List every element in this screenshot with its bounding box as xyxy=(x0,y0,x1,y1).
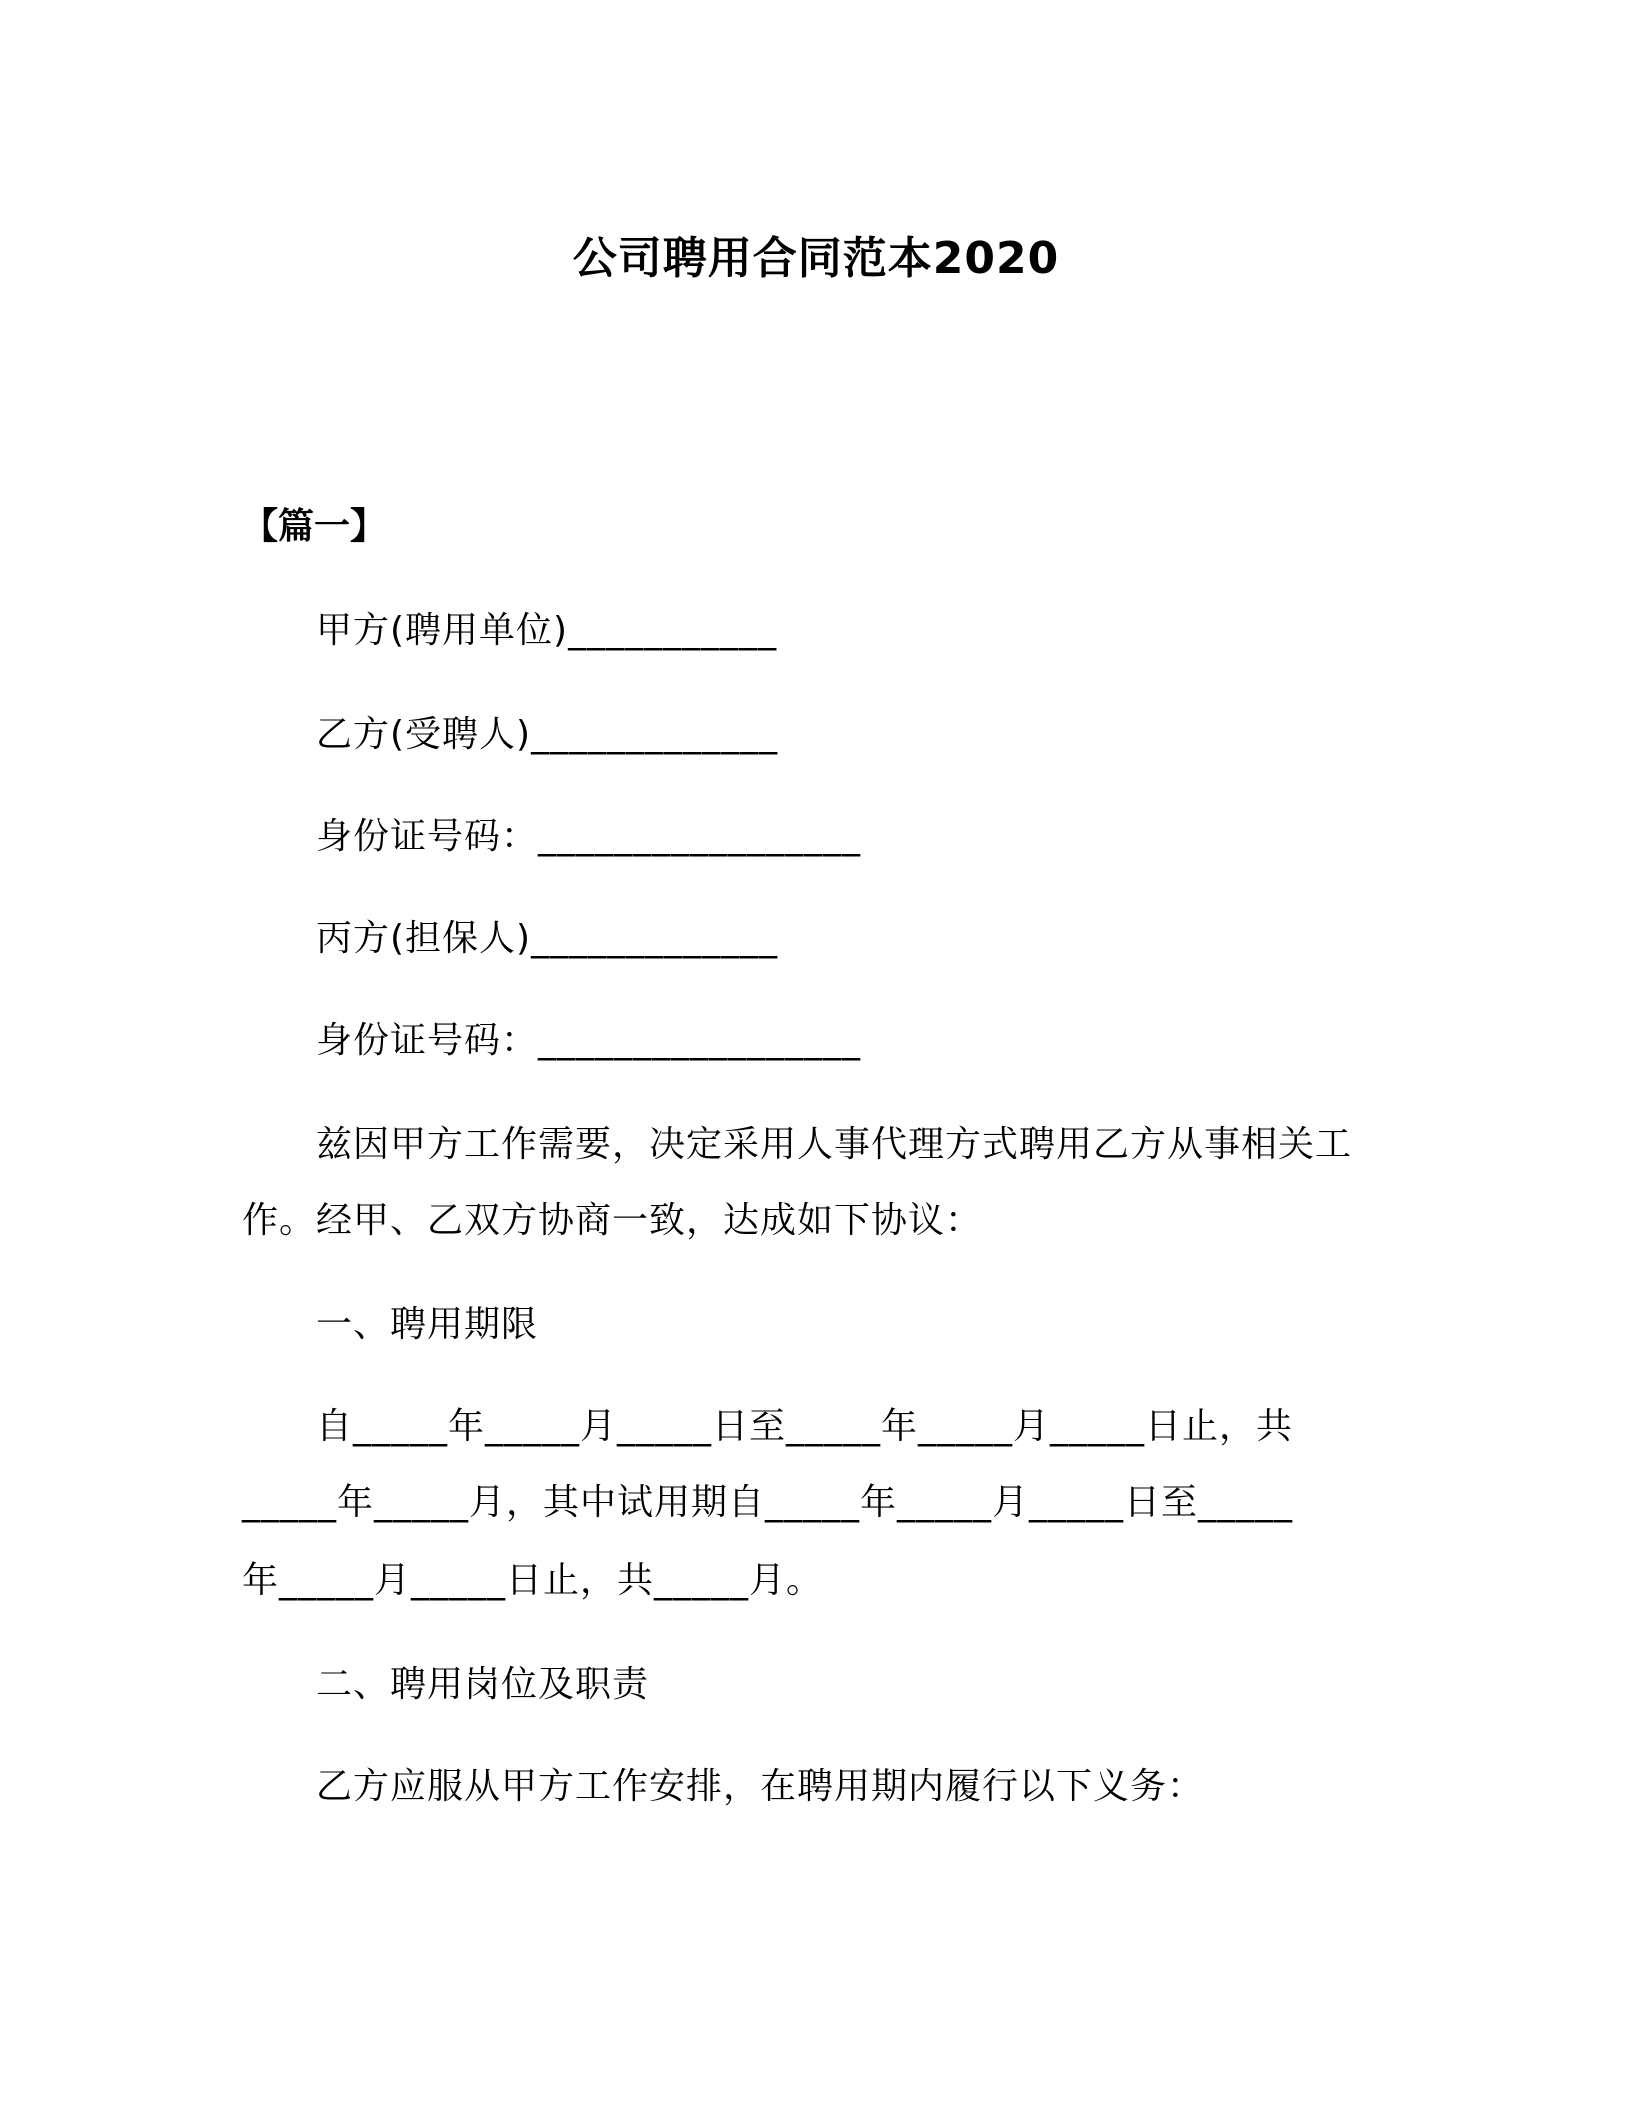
clause-1-heading: 一、聘用期限 xyxy=(316,1304,539,1345)
clause-2-heading: 二、聘用岗位及职责 xyxy=(316,1664,650,1705)
clause-1-line-2: _____年_____月，其中试用期自_____年_____月_____日至_____ xyxy=(242,1482,1294,1523)
clause-1-line-3: 年_____月_____日止，共_____月。 xyxy=(242,1560,824,1601)
party-c-line: 丙方(担保人)_____________ xyxy=(316,918,779,959)
clause-1-line-1: 自_____年_____月_____日至_____年_____月_____日止，共 xyxy=(316,1406,1294,1447)
party-b-id-line: 身份证号码：_________________ xyxy=(316,816,862,857)
party-c-id-line: 身份证号码：_________________ xyxy=(316,1020,862,1061)
party-a-line: 甲方(聘用单位)___________ xyxy=(316,610,778,651)
section-mark: 【篇一】 xyxy=(242,506,387,547)
intro-line-1: 兹因甲方工作需要，决定采用人事代理方式聘用乙方从事相关工 xyxy=(316,1124,1353,1165)
intro-line-2: 作。经甲、乙双方协商一致，达成如下协议： xyxy=(242,1200,983,1241)
party-b-line: 乙方(受聘人)_____________ xyxy=(316,714,779,755)
clause-2-line-1: 乙方应服从甲方工作安排，在聘用期内履行以下义务： xyxy=(316,1766,1205,1807)
document-title: 公司聘用合同范本2020 xyxy=(572,233,1060,284)
